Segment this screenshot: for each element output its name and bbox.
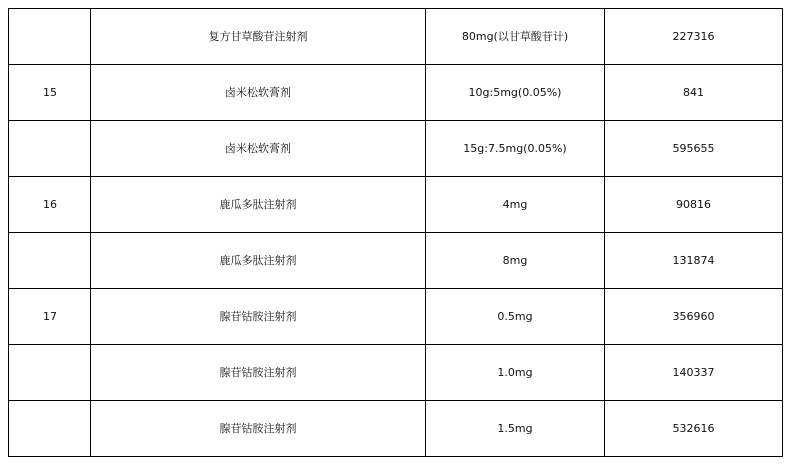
drug-amount: 532616 bbox=[605, 401, 783, 457]
drug-amount: 140337 bbox=[605, 345, 783, 401]
drug-spec: 0.5mg bbox=[426, 289, 605, 345]
drug-amount: 90816 bbox=[605, 177, 783, 233]
row-number bbox=[9, 9, 91, 65]
drug-name: 卤米松软膏剂 bbox=[91, 65, 426, 121]
row-number bbox=[9, 121, 91, 177]
drug-table bbox=[8, 8, 783, 457]
drug-name: 鹿瓜多肽注射剂 bbox=[91, 233, 426, 289]
drug-amount: 595655 bbox=[605, 121, 783, 177]
table-row bbox=[9, 9, 783, 65]
table-row bbox=[9, 65, 783, 121]
row-number: 15 bbox=[9, 65, 91, 121]
row-number: 17 bbox=[9, 289, 91, 345]
drug-name: 复方甘草酸苷注射剂 bbox=[91, 9, 426, 65]
drug-spec: 8mg bbox=[426, 233, 605, 289]
drug-amount: 227316 bbox=[605, 9, 783, 65]
drug-spec: 4mg bbox=[426, 177, 605, 233]
table-row bbox=[9, 233, 783, 289]
drug-amount: 356960 bbox=[605, 289, 783, 345]
row-number bbox=[9, 345, 91, 401]
table-row bbox=[9, 401, 783, 457]
drug-name: 腺苷钴胺注射剂 bbox=[91, 289, 426, 345]
table-row bbox=[9, 345, 783, 401]
drug-name: 腺苷钴胺注射剂 bbox=[91, 345, 426, 401]
table-row bbox=[9, 177, 783, 233]
table-row bbox=[9, 289, 783, 345]
row-number bbox=[9, 401, 91, 457]
drug-name: 腺苷钴胺注射剂 bbox=[91, 401, 426, 457]
drug-spec: 15g:7.5mg(0.05%) bbox=[426, 121, 605, 177]
row-number: 16 bbox=[9, 177, 91, 233]
drug-amount: 131874 bbox=[605, 233, 783, 289]
table-row bbox=[9, 121, 783, 177]
drug-spec: 1.0mg bbox=[426, 345, 605, 401]
drug-spec: 1.5mg bbox=[426, 401, 605, 457]
drug-name: 卤米松软膏剂 bbox=[91, 121, 426, 177]
drug-table-container bbox=[8, 8, 782, 457]
drug-spec: 10g:5mg(0.05%) bbox=[426, 65, 605, 121]
drug-amount: 841 bbox=[605, 65, 783, 121]
drug-name: 鹿瓜多肽注射剂 bbox=[91, 177, 426, 233]
drug-spec: 80mg(以甘草酸苷计) bbox=[426, 9, 605, 65]
row-number bbox=[9, 233, 91, 289]
